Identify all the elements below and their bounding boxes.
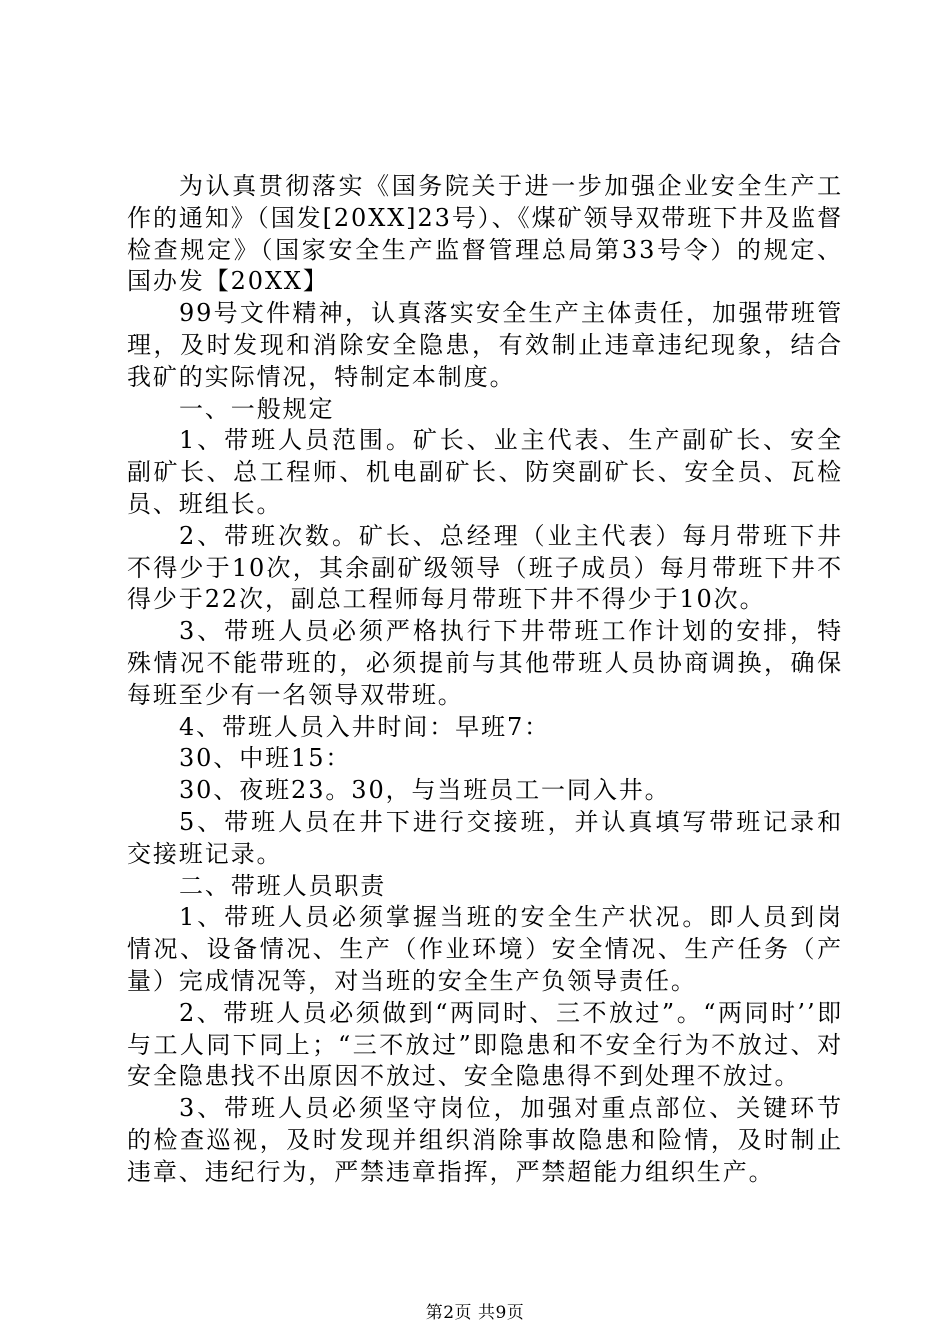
rule-item-3: 3、带班人员必须严格执行下井带班工作计划的安排，特殊情况不能带班的，必须提前与其他带班人员协商调换，确保每班至少有一名领导双带班。: [127, 617, 843, 709]
duty-item-2: 2、带班人员必须做到“两同时、三不放过”。“两同时’’即与工人同下同上；“三不放过”即隐患和不安全行为不放过、对安全隐患找不出原因不放过、安全隐患得不到处理不放过。: [127, 998, 843, 1091]
rule-item-4-line-3: 30、夜班23。30，与当班员工一同入井。: [179, 776, 671, 805]
section-heading-duties: 二、带班人员职责: [179, 871, 387, 900]
rule-item-5: 5、带班人员在井下进行交接班，并认真填写带班记录和交接班记录。: [127, 807, 843, 868]
rule-item-4-line-2: 30、中班15：: [179, 744, 352, 773]
document-body: [127, 171, 843, 1189]
duty-item-3: 3、带班人员必须坚守岗位，加强对重点部位、关键环节的检查巡视，及时发现并组织消除事故隐患和险情，及时制止违章、违纪行为，严禁违章指挥，严禁超能力组织生产。: [127, 1094, 843, 1186]
page-number-footer: 第2页 共9页: [425, 1303, 525, 1323]
section-heading-general-rules: 一、一般规定: [179, 394, 335, 423]
rule-item-4: 4、带班人员入井时间：早班7：: [179, 712, 551, 741]
paragraph-intro: 为认真贯彻落实《国务院关于进一步加强企业安全生产工作的通知》（国发[20XX]23号）、《煤矿领导双带班下井及监督检查规定》（国家安全生产监督管理总局第33号令）的规定、国办发【20XX】: [127, 172, 843, 296]
duty-item-1: 1、带班人员必须掌握当班的安全生产状况。即人员到岗情况、设备情况、生产（作业环境）安全情况、生产任务（产量）完成情况等，对当班的安全生产负领导责任。: [127, 903, 843, 995]
paragraph-intro-continued: 99号文件精神，认真落实安全生产主体责任，加强带班管理，及时发现和消除安全隐患，有效制止违章违纪现象，结合我矿的实际情况，特制定本制度。: [127, 299, 843, 391]
rule-item-2: 2、带班次数。矿长、总经理（业主代表）每月带班下井不得少于10次，其余副矿级领导（班子成员）每月带班下井不得少于22次，副总工程师每月带班下井不得少于10次。: [127, 521, 843, 614]
rule-item-1: 1、带班人员范围。矿长、业主代表、生产副矿长、安全副矿长、总工程师、机电副矿长、防突副矿长、安全员、瓦检员、班组长。: [127, 426, 843, 518]
